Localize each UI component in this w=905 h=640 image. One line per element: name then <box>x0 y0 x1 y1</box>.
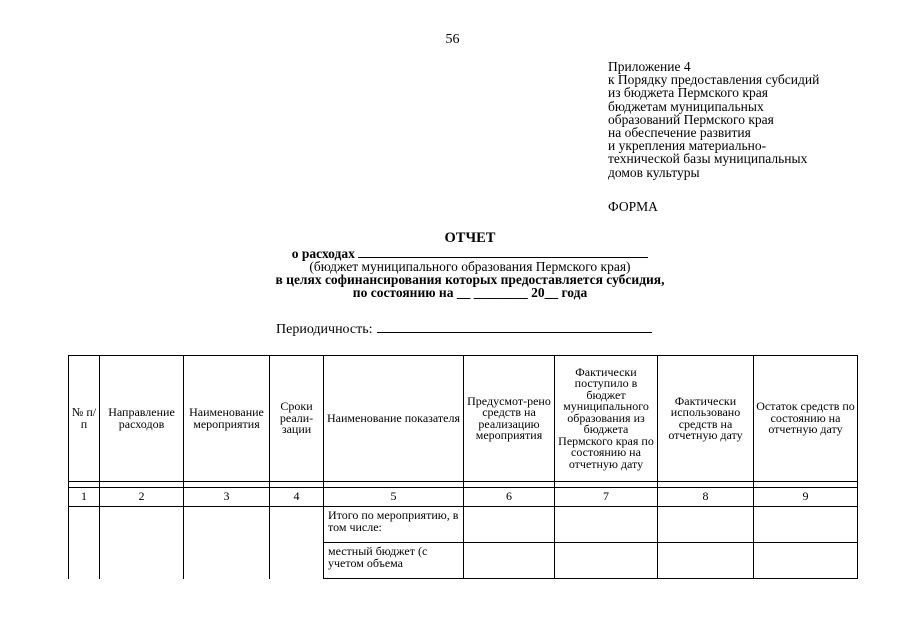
form-label: ФОРМА <box>608 199 658 214</box>
column-number: 6 <box>464 488 555 507</box>
header-cell: Фактически поступило в бюджет муниципального образования из бюджета Пермского края по состоянию на отчетную дату <box>555 356 658 482</box>
header-cell: Предусмот-рено средств на реализацию мероприятия <box>464 356 555 482</box>
column-number: 3 <box>184 488 270 507</box>
header-cell: Остаток средств по состоянию на отчетную дату <box>754 356 858 482</box>
table-cell <box>754 543 858 579</box>
expenses-prefix: о расходах <box>291 246 355 261</box>
table-cell <box>270 507 324 579</box>
periodicity-label: Периодичность: <box>276 322 373 337</box>
column-number: 4 <box>270 488 324 507</box>
appendix-line: на обеспечение развития <box>608 125 751 141</box>
table-row <box>69 507 858 543</box>
header-cell: Наименование мероприятия <box>184 356 270 482</box>
budget-blank-line <box>358 247 648 258</box>
table-cell <box>555 543 658 579</box>
report-table <box>68 355 858 579</box>
table-cell <box>69 507 100 579</box>
column-number: 1 <box>69 488 100 507</box>
periodicity-row <box>276 320 652 338</box>
column-number: 8 <box>658 488 754 507</box>
header-cell: Направление расходов <box>100 356 184 482</box>
report-title: ОТЧЕТ <box>444 230 496 246</box>
appendix-line: домов культуры <box>608 164 700 180</box>
column-number: 9 <box>754 488 858 507</box>
appendix-note <box>608 60 819 179</box>
table-cell <box>100 507 184 579</box>
table-cell <box>555 507 658 543</box>
table-cell <box>658 543 754 579</box>
purpose-line: в целях софинансирования которых предоставляется субсидия, <box>275 272 665 287</box>
as-of-line: по состоянию на __ ________ 20__ года <box>352 285 588 300</box>
column-number: 7 <box>555 488 658 507</box>
page-number: 56 <box>445 32 460 47</box>
appendix-line: технической базы муниципальных <box>608 151 808 167</box>
header-cell: № п/п <box>69 356 100 482</box>
appendix-line: к Порядку предоставления субсидий <box>608 72 820 88</box>
table-cell <box>184 507 270 579</box>
header-cell: Сроки реали-зации <box>270 356 324 482</box>
column-number: 5 <box>324 488 464 507</box>
appendix-line: из бюджета Пермского края <box>608 85 768 101</box>
table-cell <box>754 507 858 543</box>
column-number-row <box>69 488 858 507</box>
table-cell <box>464 543 555 579</box>
periodicity-blank-line <box>377 320 652 333</box>
indicator-cell: местный бюджет (с учетом объема <box>324 543 464 579</box>
indicator-cell: Итого по мероприятию, в том числе: <box>324 507 464 543</box>
appendix-line: бюджетам муниципальных <box>608 98 764 114</box>
budget-note: (бюджет муниципального образования Пермского края) <box>309 259 631 274</box>
column-number: 2 <box>100 488 184 507</box>
appendix-line: Приложение 4 <box>608 59 691 74</box>
appendix-line: и укрепления материально- <box>608 138 767 154</box>
header-row <box>69 356 858 482</box>
report-title-block <box>150 232 790 299</box>
header-cell: Наименование показателя <box>324 356 464 482</box>
header-cell: Фактически использовано средств на отчетную дату <box>658 356 754 482</box>
table-cell <box>658 507 754 543</box>
appendix-line: образований Пермского края <box>608 111 774 127</box>
table-cell <box>464 507 555 543</box>
